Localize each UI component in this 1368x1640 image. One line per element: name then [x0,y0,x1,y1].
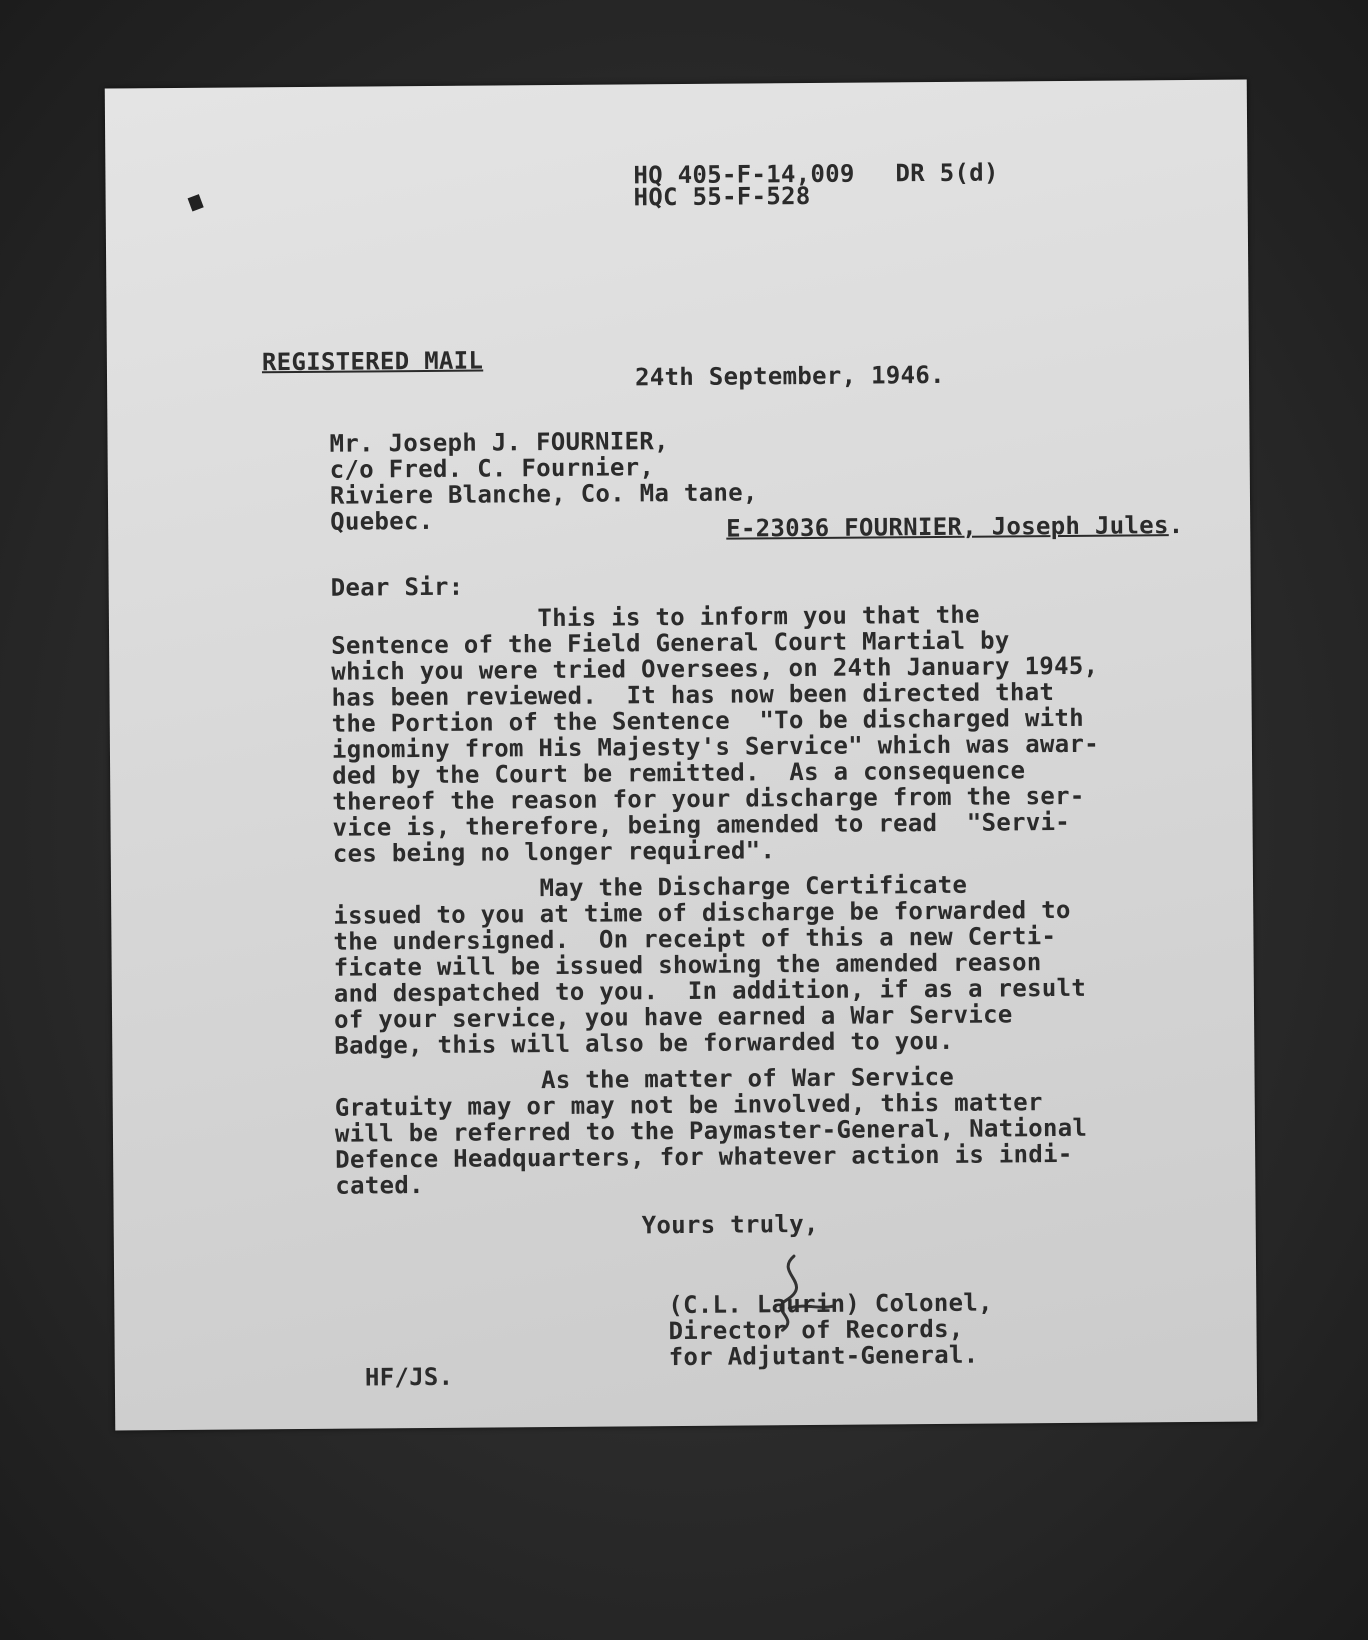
paragraph-line: has been reviewed. It has now been directed that [331,678,1055,712]
file-ref-line1: HQ 405-F-14,009 [633,159,855,190]
salutation: Dear Sir: [330,572,464,602]
letter-page [105,80,1258,1431]
subject-text: E-23036 FOURNIER, Joseph Jules [726,511,1169,543]
signature-line: for Adjutant-General. [668,1340,979,1372]
punch-mark [188,194,204,211]
letter-date: 24th September, 1946. [634,360,945,392]
typist-initials: HF/JS. [364,1362,454,1392]
paragraph-line: Defence Headquarters, for whatever action is indi- [335,1139,1073,1174]
paragraph-line: cated. [335,1171,424,1200]
closing: Yours truly, [641,1209,819,1240]
subject-period: . [1168,511,1184,540]
registered-mail-label: REGISTERED MAIL [261,346,484,377]
address-line: Riviere Blanche, Co. Ma tane, [329,478,758,510]
paragraph-line: vice is, therefore, being amended to read "Servi- [332,807,1071,842]
paragraph-line: will be referred to the Paymaster-General, National [334,1113,1088,1148]
address-line: Mr. Joseph J. FOURNIER, [329,427,669,458]
signature-line: Director of Records, [668,1314,964,1346]
paragraph-line: As the matter of War Service [334,1062,955,1096]
paragraph-line: Gratuity may or may not be involved, this matter [334,1088,1043,1122]
file-ref-dr: DR 5(d) [895,158,999,188]
paragraph-line: This is to inform you that the [330,600,980,634]
paragraph-line: and despatched to you. In addition, if as a result [333,973,1087,1008]
file-ref-line2: HQC 55-F-528 [633,181,811,212]
paragraph-line: of your service, you have earned a War Service [333,1000,1013,1034]
paragraph-line: the Portion of the Sentence "To be discharged with [331,703,1085,738]
paragraph-line: Badge, this will also be forwarded to you. [334,1026,954,1060]
address-line: Quebec. [330,506,434,536]
paragraph-line: thereof the reason for your discharge from the ser- [332,781,1085,816]
paragraph-line: ded by the Court be remitted. As a consequence [332,756,1026,790]
paragraph-line: Sentence of the Field General Court Martial by [331,626,1010,660]
paragraph-line: the undersigned. On receipt of this a new Certi- [333,922,1057,956]
address-line: c/o Fred. C. Fournier, [329,453,655,484]
subject-line [726,512,1183,542]
paragraph-line: May the Discharge Certificate [332,870,968,904]
paragraph-line: ficate will be issued showing the amended reason [333,948,1042,982]
paragraph-line: ces being no longer required". [332,836,776,868]
signature-line: (C.L. Laurin) Colonel, [668,1288,993,1320]
paragraph-line: which you were tried Oversees, on 24th January 1945, [331,651,1099,686]
paragraph-line: issued to you at time of discharge be forwarded to [333,895,1071,930]
paragraph-line: ignominy from His Majesty's Service" which was awar- [331,729,1100,764]
